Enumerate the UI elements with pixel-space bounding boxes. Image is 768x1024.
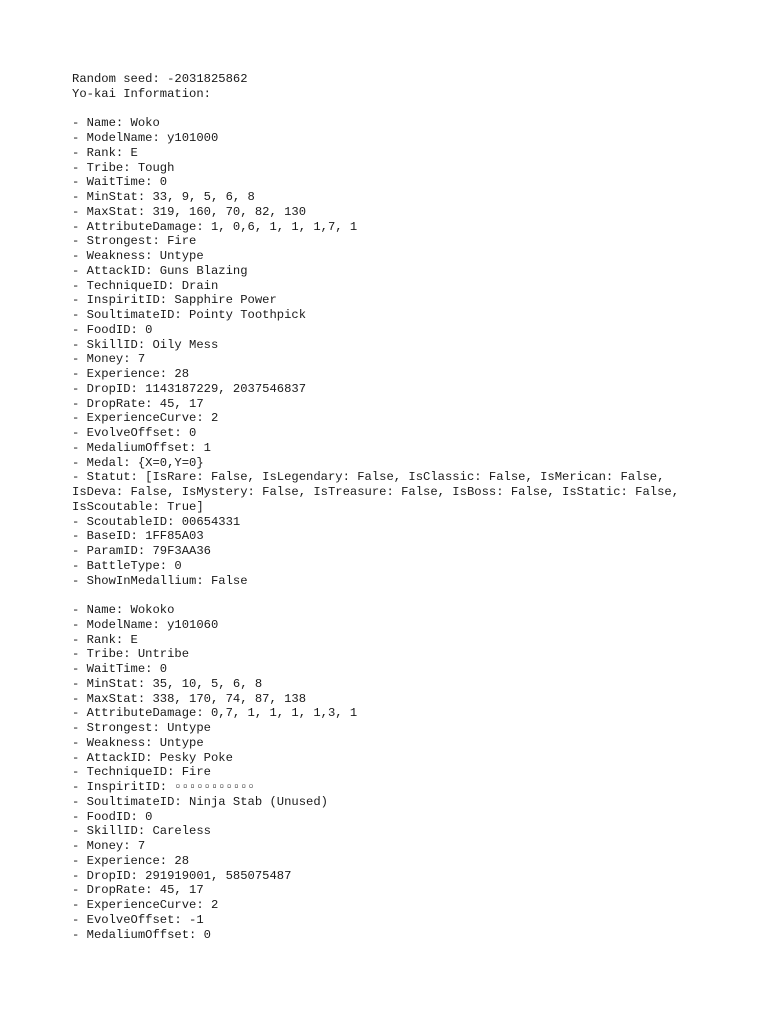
yokai-field-line: - Name: Woko <box>72 116 160 131</box>
yokai-field-line: - InspiritID: Sapphire Power <box>72 293 277 308</box>
yokai-field-line: - AttackID: Guns Blazing <box>72 263 248 278</box>
yokai-field-line: - MedaliumOffset: 0 <box>72 927 211 942</box>
yokai-field-line: - MinStat: 33, 9, 5, 6, 8 <box>72 190 255 204</box>
yokai-field-line: - MaxStat: 319, 160, 70, 82, 130 <box>72 204 307 219</box>
yokai-field-line: - Money: 7 <box>72 352 146 367</box>
yokai-field-line: - DropID: 1143187229, 2037546837 <box>72 381 307 396</box>
yokai-entry <box>72 603 732 942</box>
yokai-field-line: - TechniqueID: Fire <box>72 765 211 780</box>
yokai-field-line: - Strongest: Untype <box>72 721 211 735</box>
spacer <box>72 102 732 117</box>
yokai-field-line: - Money: 7 <box>72 839 146 853</box>
yokai-field-line: - MinStat: 35, 10, 5, 6, 8 <box>72 676 263 691</box>
yokai-entry <box>72 116 732 588</box>
yokai-field-line: - WaitTime: 0 <box>72 175 168 190</box>
yokai-field-line: - ExperienceCurve: 2 <box>72 898 219 912</box>
yokai-field-line: - DropRate: 45, 17 <box>72 883 204 898</box>
random-seed-line: Random seed: -2031825862 <box>72 72 248 86</box>
yokai-list <box>72 116 732 942</box>
yokai-field-line: - ModelName: y101000 <box>72 131 219 145</box>
document-body <box>72 72 732 942</box>
yokai-field-line: - Experience: 28 <box>72 853 190 868</box>
yokai-field-line: - BattleType: 0 <box>72 558 182 573</box>
spacer <box>72 588 732 603</box>
yokai-field-line: - ScoutableID: 00654331 <box>72 514 241 529</box>
yokai-field-line: IsDeva: False, IsMystery: False, IsTreasure: False, IsBoss: False, IsStatic: False, <box>72 485 680 499</box>
yokai-field-line: - Name: Wokoko <box>72 603 175 617</box>
yokai-field-line: - ShowInMedallium: False <box>72 573 248 588</box>
yokai-field-line: - Weakness: Untype <box>72 735 204 750</box>
yokai-field-line: - EvolveOffset: -1 <box>72 912 204 927</box>
yokai-field-line: - Experience: 28 <box>72 367 190 381</box>
yokai-field-line: - SkillID: Careless <box>72 824 211 839</box>
yokai-field-line: - Medal: {X=0,Y=0} <box>72 455 204 470</box>
yokai-field-line: - FoodID: 0 <box>72 322 153 337</box>
yokai-field-line: - TechniqueID: Drain <box>72 278 219 293</box>
yokai-field-line: - Strongest: Fire <box>72 234 197 249</box>
yokai-field-line: - AttackID: Pesky Poke <box>72 750 233 765</box>
yokai-field-line: - DropRate: 45, 17 <box>72 396 204 411</box>
yokai-field-line: - BaseID: 1FF85A03 <box>72 529 204 544</box>
yokai-field-line: - MedaliumOffset: 1 <box>72 440 211 455</box>
info-title: Yo-kai Information: <box>72 86 211 101</box>
yokai-field-line: - AttributeDamage: 1, 0,6, 1, 1, 1,7, 1 <box>72 219 358 234</box>
yokai-field-line: IsScoutable: True] <box>72 499 204 514</box>
yokai-field-line: - DropID: 291919001, 585075487 <box>72 868 292 883</box>
yokai-field-line: - Weakness: Untype <box>72 249 204 263</box>
yokai-field-line: - Tribe: Tough <box>72 160 175 175</box>
yokai-field-line: - WaitTime: 0 <box>72 662 168 676</box>
yokai-field-line: - FoodID: 0 <box>72 809 153 824</box>
yokai-field-line: - ModelName: y101060 <box>72 617 219 632</box>
yokai-field-line: - Rank: E <box>72 145 138 160</box>
yokai-field-line: - Statut: [IsRare: False, IsLegendary: False, IsClassic: False, IsMerican: False, <box>72 470 665 485</box>
yokai-field-line: - Rank: E <box>72 632 138 647</box>
yokai-field-line: - Tribe: Untribe <box>72 647 190 662</box>
yokai-field-line: - EvolveOffset: 0 <box>72 426 197 440</box>
yokai-field-line: - SkillID: Oily Mess <box>72 337 219 352</box>
yokai-field-line: - SoultimateID: Pointy Toothpick <box>72 308 307 322</box>
yokai-field-line: - InspiritID: ▫▫▫▫▫▫▫▫▫▫▫ <box>72 780 255 794</box>
yokai-field-line: - SoultimateID: Ninja Stab (Unused) <box>72 794 328 809</box>
yokai-field-line: - AttributeDamage: 0,7, 1, 1, 1, 1,3, 1 <box>72 706 358 721</box>
yokai-field-line: - MaxStat: 338, 170, 74, 87, 138 <box>72 691 307 706</box>
yokai-field-line: - ParamID: 79F3AA36 <box>72 544 211 558</box>
yokai-field-line: - ExperienceCurve: 2 <box>72 411 219 426</box>
